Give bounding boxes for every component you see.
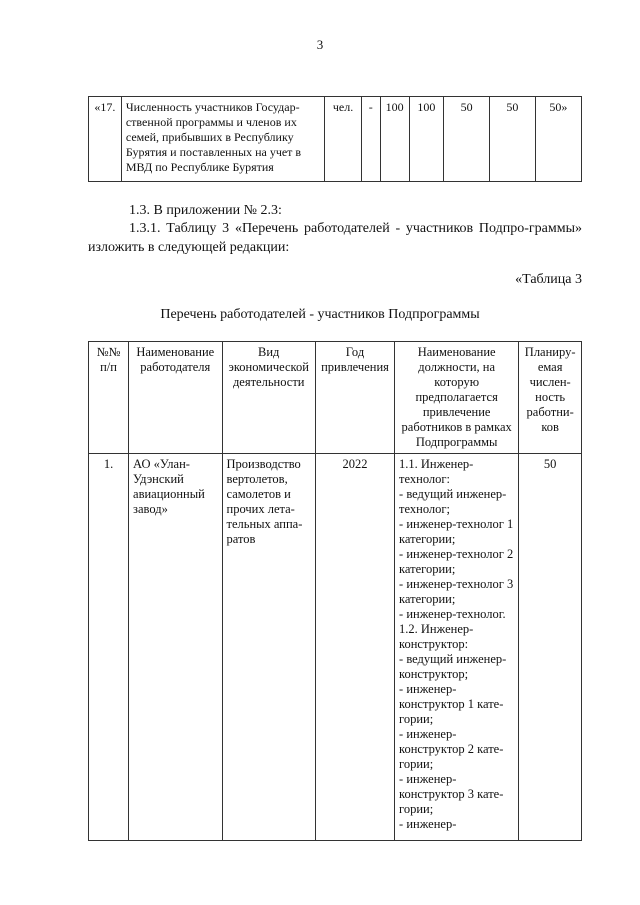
paragraph-heading: 1.3. В приложении № 2.3: [129, 203, 282, 218]
position-line: - инженер-технолог 2 категории; [399, 547, 514, 576]
position-line: - инженер-технолог. [399, 607, 506, 621]
employers-table [88, 341, 582, 841]
row-indicator: Численность участников Государ-ственной программы и членов их семей, прибывших в Республику Бурятия и поставленных на учет в МВД по Республике Бурятия [121, 97, 324, 182]
row-unit: чел. [325, 97, 362, 182]
position-line: - инженер-технолог 1 категории; [399, 517, 514, 546]
table-label: «Таблица 3 [515, 272, 582, 287]
page-number: 3 [316, 37, 324, 52]
planned-count: 50 [519, 454, 582, 841]
header-cell: Наименование работодателя [129, 342, 222, 454]
activity-type: Производство вертолетов, самолетов и прочих лета-тельных аппа-ратов [222, 454, 315, 841]
position-line: - инженер-конструктор 1 кате-гории; [399, 682, 504, 726]
row-value: 50 [444, 97, 490, 182]
position-line: 1.1. Инженер-технолог: [399, 457, 474, 486]
position-line: - ведущий инженер-конструктор; [399, 652, 507, 681]
row-value: 50 [490, 97, 536, 182]
position-line: - ведущий инженер-технолог; [399, 487, 507, 516]
row-value: 100 [380, 97, 409, 182]
table-header-row [89, 342, 582, 454]
header-cell: Год привлечения [315, 342, 394, 454]
header-cell: Наименование должности, на которую предполагается привлечение работников в рамках Подпрограммы [395, 342, 519, 454]
header-cell: Вид экономической деятельности [222, 342, 315, 454]
position-line: 1.2. Инженер-конструктор: [399, 622, 474, 651]
table-row [89, 97, 582, 182]
row-number: 1. [89, 454, 129, 841]
year: 2022 [315, 454, 394, 841]
row-value: 50» [535, 97, 581, 182]
employer-name: АО «Улан-Удэнский авиационный завод» [129, 454, 222, 841]
position-line: - инженер-конструктор 2 кате-гории; [399, 727, 504, 771]
row-number: «17. [89, 97, 122, 182]
row-value: 100 [409, 97, 444, 182]
position-line: - инженер- [399, 817, 457, 831]
position-line: - инженер-технолог 3 категории; [399, 577, 514, 606]
header-cell: Планиру-емая числен-ность работни-ков [519, 342, 582, 454]
header-cell: №№ п/п [89, 342, 129, 454]
position-line: - инженер-конструктор 3 кате-гории; [399, 772, 504, 816]
table-title: Перечень работодателей - участников Подпрограммы [160, 307, 480, 322]
table-row [89, 454, 582, 841]
positions-cell [395, 454, 519, 841]
row-value: - [361, 97, 380, 182]
top-table [88, 96, 582, 182]
paragraph-body: 1.3.1. Таблицу 3 «Перечень работодателей - участников Подпро-граммы» изложить в следующей редакции: [88, 221, 582, 255]
